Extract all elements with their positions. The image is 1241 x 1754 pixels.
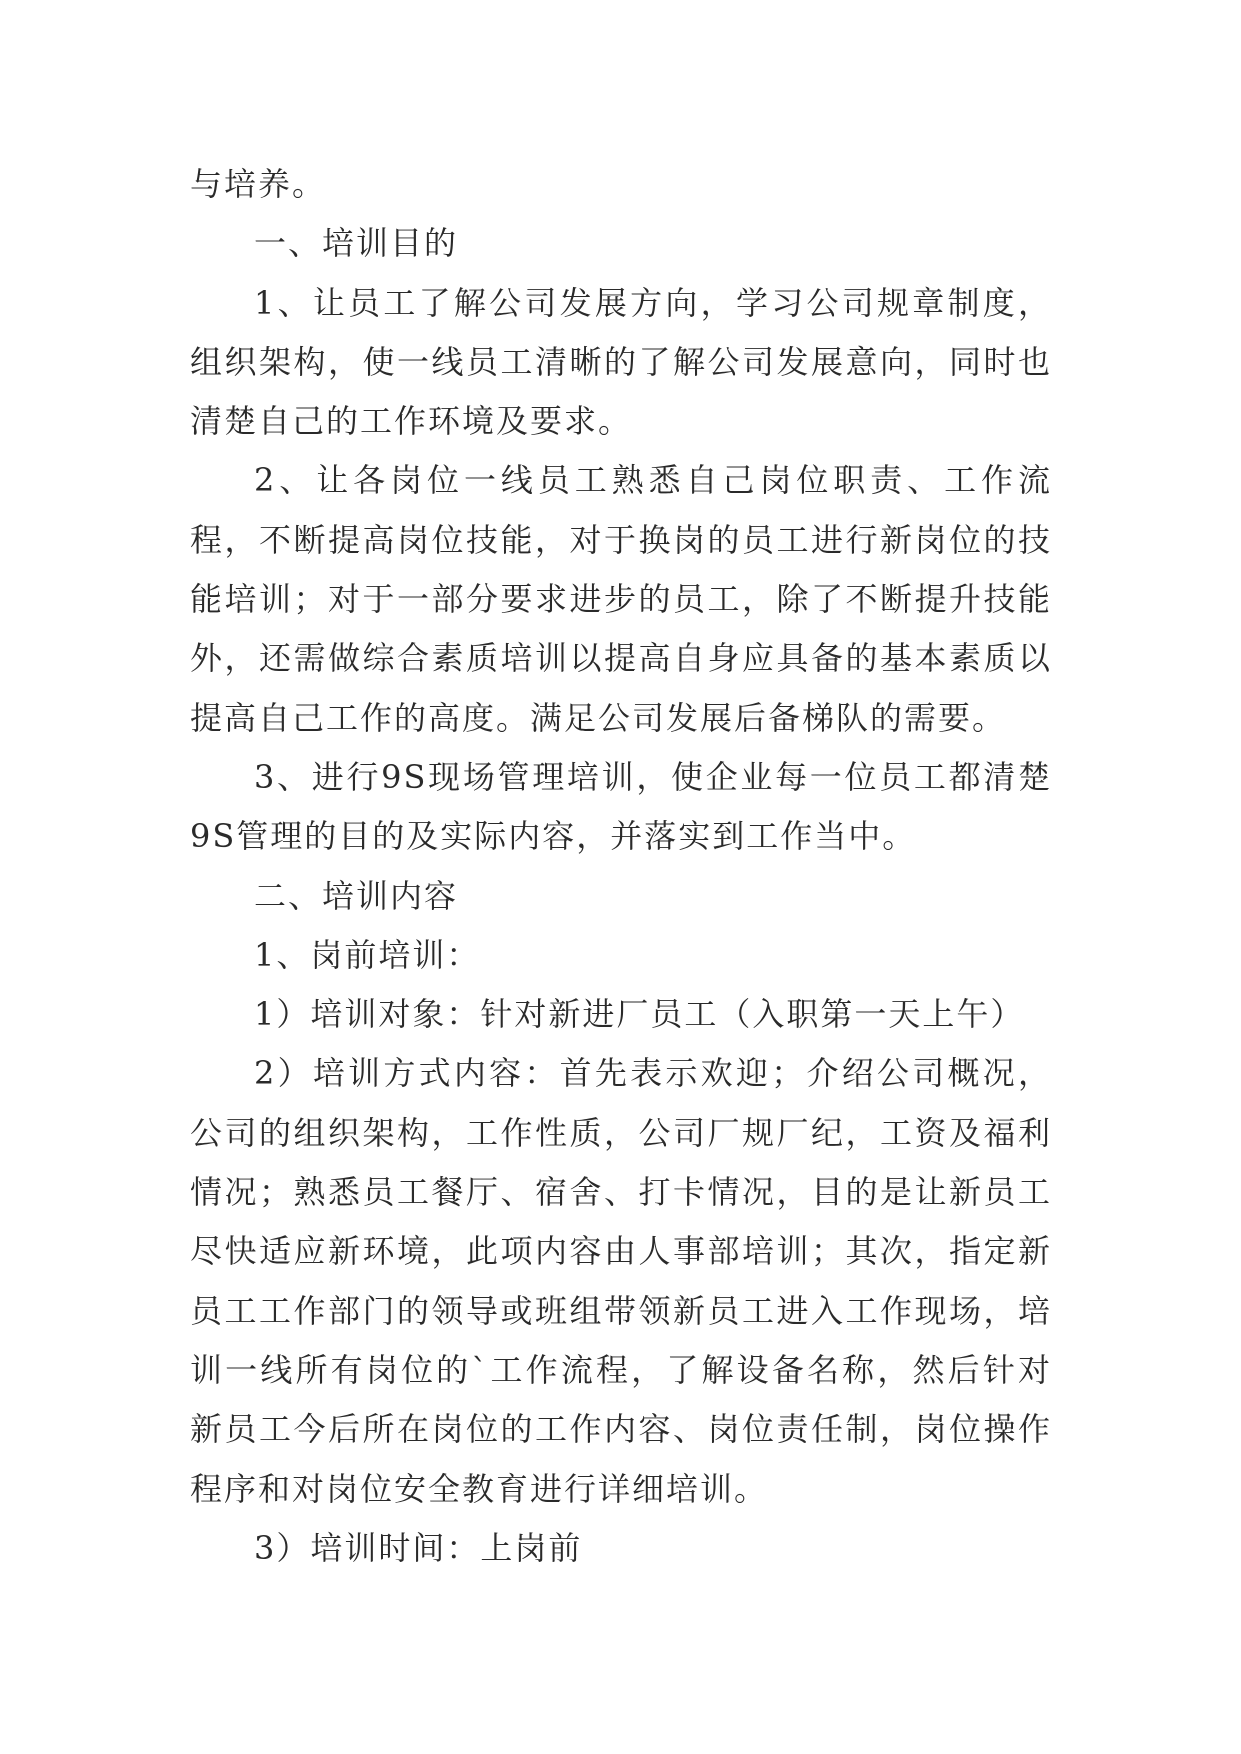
section-heading-training-purpose: 一、培训目的 [254, 224, 459, 263]
paragraph-continuation: 与培养。 [190, 165, 327, 203]
content-subitem-2-method: 2）培训方式内容：首先表示欢迎；介绍公司概况，公司的组织架构，工作性质，公司厂规厂纪，工资及福利情况；熟悉员工餐厅、宿舍、打卡情况，目的是让新员工尽快适应新环境，此项内容由人事部培训；其次，指定新员工工作部门的领导或班组带领新员工进入工作现场，培训一线所有岗位的`工作流程，了解设备名称，然后针对新员工今后所在岗位的工作内容、岗位责任制，岗位操作程序和对岗位安全教育进行详细培训。 [190, 1054, 1052, 1508]
purpose-item-1: 1、让员工了解公司发展方向，学习公司规章制度，组织架构，使一线员工清晰的了解公司发展意向，同时也清楚自己的工作环境及要求。 [190, 283, 1052, 441]
content-subitem-1-target: 1）培训对象：针对新进厂员工（入职第一天上午） [254, 995, 1025, 1034]
section-heading-training-content: 二、培训内容 [254, 876, 459, 915]
purpose-item-2: 2、让各岗位一线员工熟悉自己岗位职责、工作流程，不断提高岗位技能，对于换岗的员工进行新岗位的技能培训；对于一部分要求进步的员工，除了不断提升技能外，还需做综合素质培训以提高自身应具备的基本素质以提高自己工作的高度。满足公司发展后备梯队的需要。 [190, 461, 1052, 737]
purpose-item-3: 3、进行9S现场管理培训，使企业每一位员工都清楚9S管理的目的及实际内容，并落实到工作当中。 [190, 757, 1052, 856]
content-item-1-heading: 1、岗前培训： [254, 935, 481, 974]
content-subitem-3-time: 3）培训时间：上岗前 [254, 1528, 583, 1567]
body-text [190, 155, 1052, 1578]
